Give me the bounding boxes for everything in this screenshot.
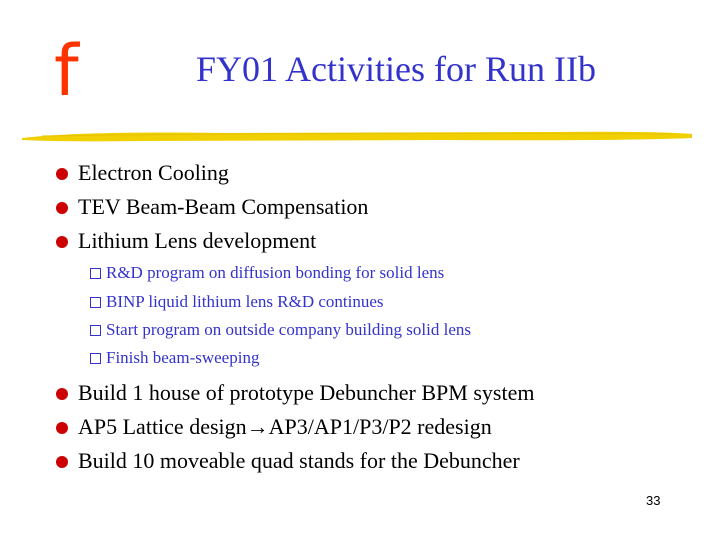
- logo: f: [54, 30, 79, 112]
- bullet-text: Build 1 house of prototype Debuncher BPM system: [78, 380, 535, 405]
- checkbox-square-icon: [90, 268, 101, 279]
- sub-bullet-text: Start program on outside company building solid lens: [106, 320, 471, 339]
- bullet-dot-icon: [56, 422, 68, 434]
- checkbox-square-icon: [90, 325, 101, 336]
- bullet-dot-icon: [56, 168, 68, 180]
- bullet-dot-icon: [56, 456, 68, 468]
- title-divider: [22, 128, 692, 144]
- bullet-text: AP5 Lattice design→AP3/AP1/P3/P2 redesign: [78, 414, 492, 439]
- sub-bullet-text: R&D program on diffusion bonding for solid lens: [106, 263, 445, 282]
- bullet-dot-icon: [56, 388, 68, 400]
- sub-bullet-text: BINP liquid lithium lens R&D continues: [106, 292, 384, 311]
- bullet-dot-icon: [56, 236, 68, 248]
- bullet-dot-icon: [56, 202, 68, 214]
- sub-bullet-text: Finish beam-sweeping: [106, 348, 260, 367]
- bullet-text: Build 10 moveable quad stands for the Debuncher: [78, 448, 520, 473]
- bullet-text: TEV Beam-Beam Compensation: [78, 194, 369, 219]
- slide-title: FY01 Activities for Run IIb: [196, 49, 596, 89]
- page-number: 33: [646, 493, 661, 508]
- bullet-text: Lithium Lens development: [78, 228, 317, 253]
- checkbox-square-icon: [90, 297, 101, 308]
- bullet-text: Electron Cooling: [78, 160, 229, 185]
- checkbox-square-icon: [90, 353, 101, 364]
